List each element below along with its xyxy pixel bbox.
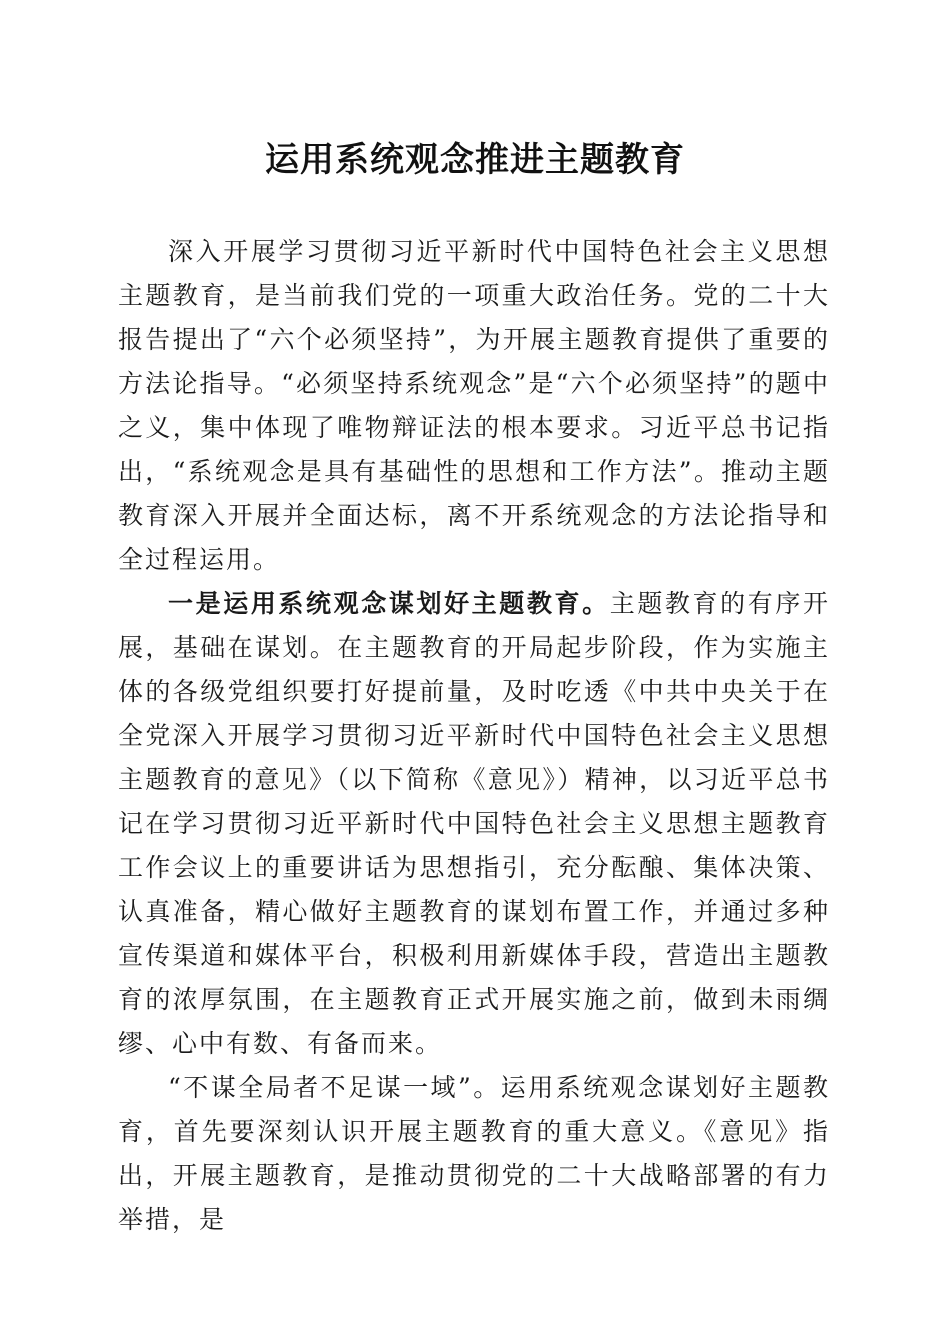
paragraph-point-one [118,582,830,1066]
paragraph-text: 深入开展学习贯彻习近平新时代中国特色社会主义思想主题教育，是当前我们党的一项重大政治任务。党的二十大报告提出了“六个必须坚持”，为开展主题教育提供了重要的方法论指导。“必须坚持系统观念”是“六个必须坚持”的题中之义，集中体现了唯物辩证法的根本要求。习近平总书记指出，“系统观念是具有基础性的思想和工作方法”。推动主题教育深入开展并全面达标，离不开系统观念的方法论指导和全过程运用。 [118,237,830,574]
paragraph-text: “不谋全局者不足谋一域”。运用系统观念谋划好主题教育，首先要深刻认识开展主题教育的重大意义。《意见》指出，开展主题教育，是推动贯彻党的二十大战略部署的有力举措，是 [118,1073,830,1234]
paragraph-global-view [118,1066,830,1242]
document-body [118,230,830,1242]
paragraph-intro [118,230,830,582]
paragraph-text: 主题教育的有序开展，基础在谋划。在主题教育的开局起步阶段，作为实施主体的各级党组织要打好提前量，及时吃透《中共中央关于在全党深入开展学习贯彻习近平新时代中国特色社会主义思想主题教育的意见》（以下简称《意见》）精神，以习近平总书记在学习贯彻习近平新时代中国特色社会主义思想主题教育工作会议上的重要讲话为思想指引，充分酝酿、集体决策、认真准备，精心做好主题教育的谋划布置工作，并通过多种宣传渠道和媒体平台，积极利用新媒体手段，营造出主题教育的浓厚氛围，在主题教育正式开展实施之前，做到未雨绸缪、心中有数、有备而来。 [118,589,830,1058]
paragraph-lead: 一是运用系统观念谋划好主题教育。 [168,589,610,618]
document-title: 运用系统观念推进主题教育 [265,140,685,180]
